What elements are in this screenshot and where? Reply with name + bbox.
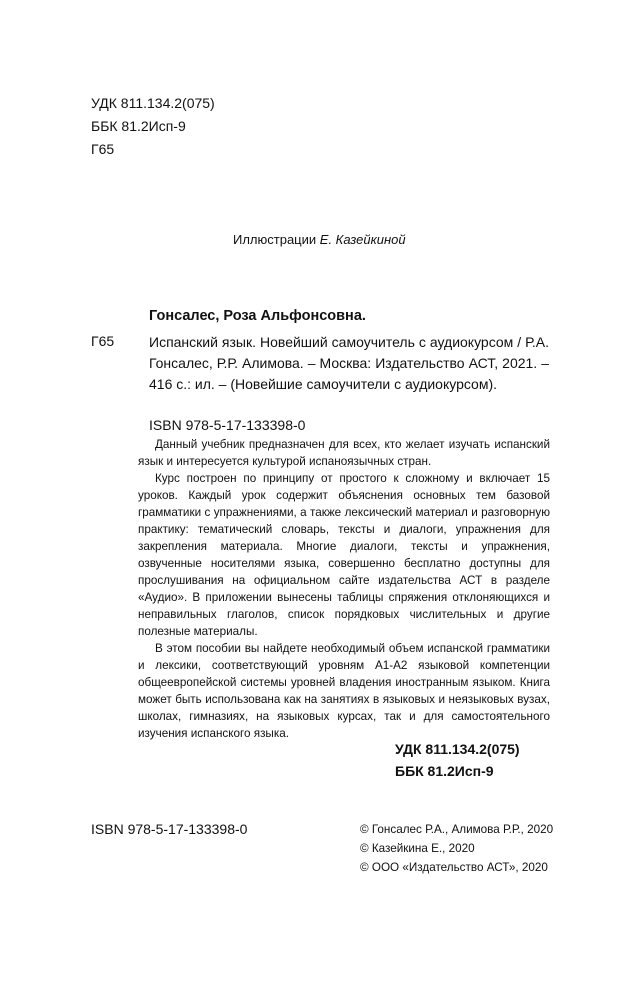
annotation-paragraph: Данный учебник предназначен для всех, кто желает изучать испанский язык и интересуется культурой испаноязычных стран. [138,438,550,468]
classification-codes-block [395,738,550,782]
bibliographic-description: Испанский язык. Новейший самоучитель с аудиокурсом / Р.А. Гонсалес, Р.Р. Алимова. – Москва: Издательство АСТ, 2021. – 416 с.: ил. – (Новейшие самоучители с аудиокурсом). [149,334,549,392]
bbk-code: ББК 81.2Исп-9 [91,118,186,134]
annotation-paragraph: В этом пособии вы найдете необходимый объем испанской грамматики и лексики, соответствующий уровням А1-А2 языковой компетенции общеевропейской системы уровней владения иностранным языком. Книга может быть использована как на занятиях в языковых и неязыковых вузах, школах, гимназиях, на языковых курсах, так и для самостоятельного изучения испанского языка. [138,642,550,740]
bbk-code-bold: ББК 81.2Исп-9 [395,763,494,779]
copyright-line: © Гонсалес Р.А., Алимова Р.Р., 2020 [360,823,554,836]
udk-code-bold: УДК 811.134.2(075) [395,741,520,757]
udk-code: УДК 811.134.2(075) [91,95,215,111]
annotation [138,436,550,742]
illustrator-name: Е. Казейкиной [319,232,406,247]
catalog-author: Гонсалес, Роза Альфонсовна. [149,308,366,324]
annotation-paragraph: Курс построен по принципу от простого к сложному и включает 15 уроков. Каждый урок содержит объяснения основных тем базовой грамматики с упражнениями, а также лексический материал и разговорную практику: тематический словарь, тексты и диалоги, упражнения для закрепления материала. Многие диалоги, тексты и упражнения, озвученные носителями языка, совершенно бесплатно доступны для прослушивания на официальном сайте издательства АСТ в разделе «Аудио». В приложении вынесены таблицы спряжения отклоняющихся и неправильных глаголов, список порядковых числительных и другие полезные материалы. [138,472,550,638]
catalog-isbn: ISBN 978-5-17-133398-0 [149,417,306,433]
copyright-block [360,820,553,877]
illustrations-label: Иллюстрации [233,232,317,247]
author-sign-code: Г65 [91,141,115,157]
copyright-line: © ООО «Издательство АСТ», 2020 [360,861,548,874]
footer-isbn: ISBN 978-5-17-133398-0 [91,821,248,837]
illustrations-credit [233,232,406,247]
catalog-code: Г65 [91,333,115,349]
copyright-line: © Казейкина Е., 2020 [360,842,475,855]
